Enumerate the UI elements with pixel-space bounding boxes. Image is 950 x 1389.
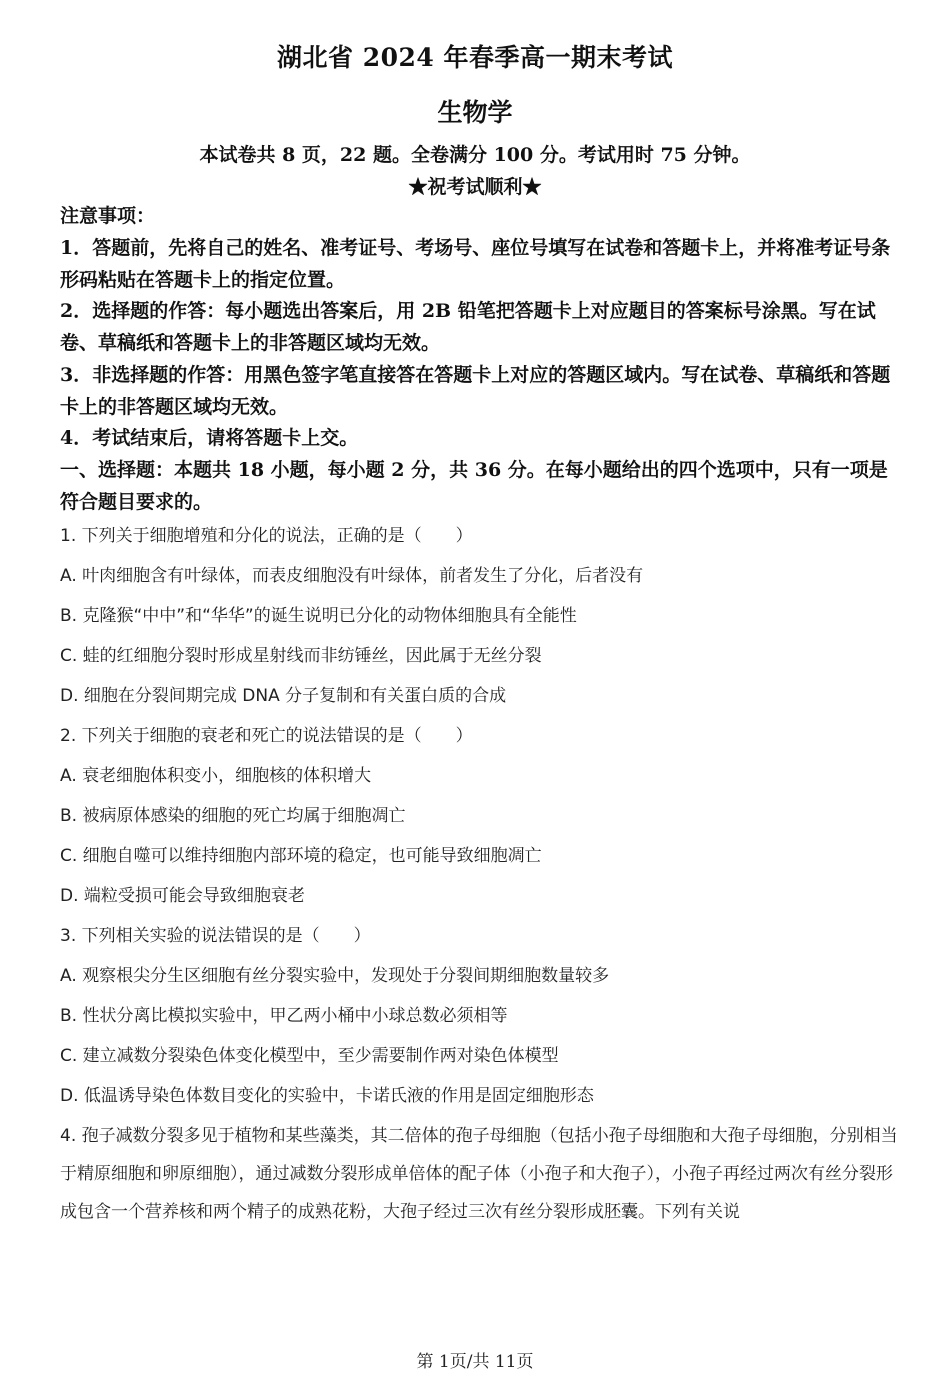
question-1-option-a: A. 叶肉细胞含有叶绿体，而表皮细胞没有叶绿体，前者发生了分化，后者没有 xyxy=(60,566,644,586)
question-3-option-a: A. 观察根尖分生区细胞有丝分裂实验中，发现处于分裂间期细胞数量较多 xyxy=(60,966,610,986)
question-3-stem: 3. 下列相关实验的说法错误的是（ ） xyxy=(60,926,371,946)
notice-item-2: 2．选择题的作答：每小题选出答案后，用 2B 铅笔把答题卡上对应题目的答案标号涂黑。写在试卷、草稿纸和答题卡上的非答题区域均无效。 xyxy=(60,300,876,354)
question-3-option-c: C. 建立减数分裂染色体变化模型中，至少需要制作两对染色体模型 xyxy=(60,1046,559,1066)
subject-title: 生物学 xyxy=(437,98,513,127)
question-3-option-d: D. 低温诱导染色体数目变化的实验中，卡诺氏液的作用是固定细胞形态 xyxy=(60,1086,594,1106)
notice-item-4: 4．考试结束后，请将答题卡上交。 xyxy=(60,427,359,449)
page-number: 第 1页/共 11页 xyxy=(416,1352,534,1372)
exam-info: 本试卷共 8 页，22 题。全卷满分 100 分。考试用时 75 分钟。 xyxy=(199,144,751,166)
question-2-option-c: C. 细胞自噬可以维持细胞内部环境的稳定，也可能导致细胞凋亡 xyxy=(60,846,542,866)
question-1-option-b: B. 克隆猴“中中”和“华华”的诞生说明已分化的动物体细胞具有全能性 xyxy=(60,606,577,626)
question-2-stem: 2. 下列关于细胞的衰老和死亡的说法错误的是（ ） xyxy=(60,726,473,746)
question-2-option-a: A. 衰老细胞体积变小，细胞核的体积增大 xyxy=(60,766,372,786)
question-1-option-d: D. 细胞在分裂间期完成 DNA 分子复制和有关蛋白质的合成 xyxy=(60,686,507,706)
notice-heading: 注意事项： xyxy=(60,205,156,227)
notice-item-3: 3．非选择题的作答：用黑色签字笔直接答在答题卡上对应的答题区域内。写在试卷、草稿纸和答题卡上的非答题区域均无效。 xyxy=(60,364,891,418)
question-2-option-d: D. 端粒受损可能会导致细胞衰老 xyxy=(60,886,305,906)
question-2-option-b: B. 被病原体感染的细胞的死亡均属于细胞凋亡 xyxy=(60,806,406,826)
notice-item-1: 1．答题前，先将自己的姓名、准考证号、考场号、座位号填写在试卷和答题卡上，并将准考证号条形码粘贴在答题卡上的指定位置。 xyxy=(60,237,891,291)
question-3-option-b: B. 性状分离比模拟实验中，甲乙两小桶中小球总数必须相等 xyxy=(60,1006,508,1026)
good-luck-line: ★祝考试顺利★ xyxy=(408,176,542,198)
question-4-stem: 4. 孢子减数分裂多见于植物和某些藻类，其二倍体的孢子母细胞（包括小孢子母细胞和大孢子母细胞，分别相当于精原细胞和卵原细胞），通过减数分裂形成单倍体的配子体（小孢子和大孢子），小孢子再经过两次有丝分裂形成包含一个营养核和两个精子的成熟花粉，大孢子经过三次有丝分裂形成胚囊。下列有关说 xyxy=(60,1126,898,1222)
question-1-option-c: C. 蛙的红细胞分裂时形成星射线而非纺锤丝，因此属于无丝分裂 xyxy=(60,646,542,666)
exam-title: 湖北省 2024 年春季高一期末考试 xyxy=(277,43,673,72)
question-1-stem: 1. 下列关于细胞增殖和分化的说法，正确的是（ ） xyxy=(60,526,473,546)
section-1-heading: 一、选择题：本题共 18 小题，每小题 2 分，共 36 分。在每小题给出的四个选项中，只有一项是符合题目要求的。 xyxy=(60,459,888,513)
